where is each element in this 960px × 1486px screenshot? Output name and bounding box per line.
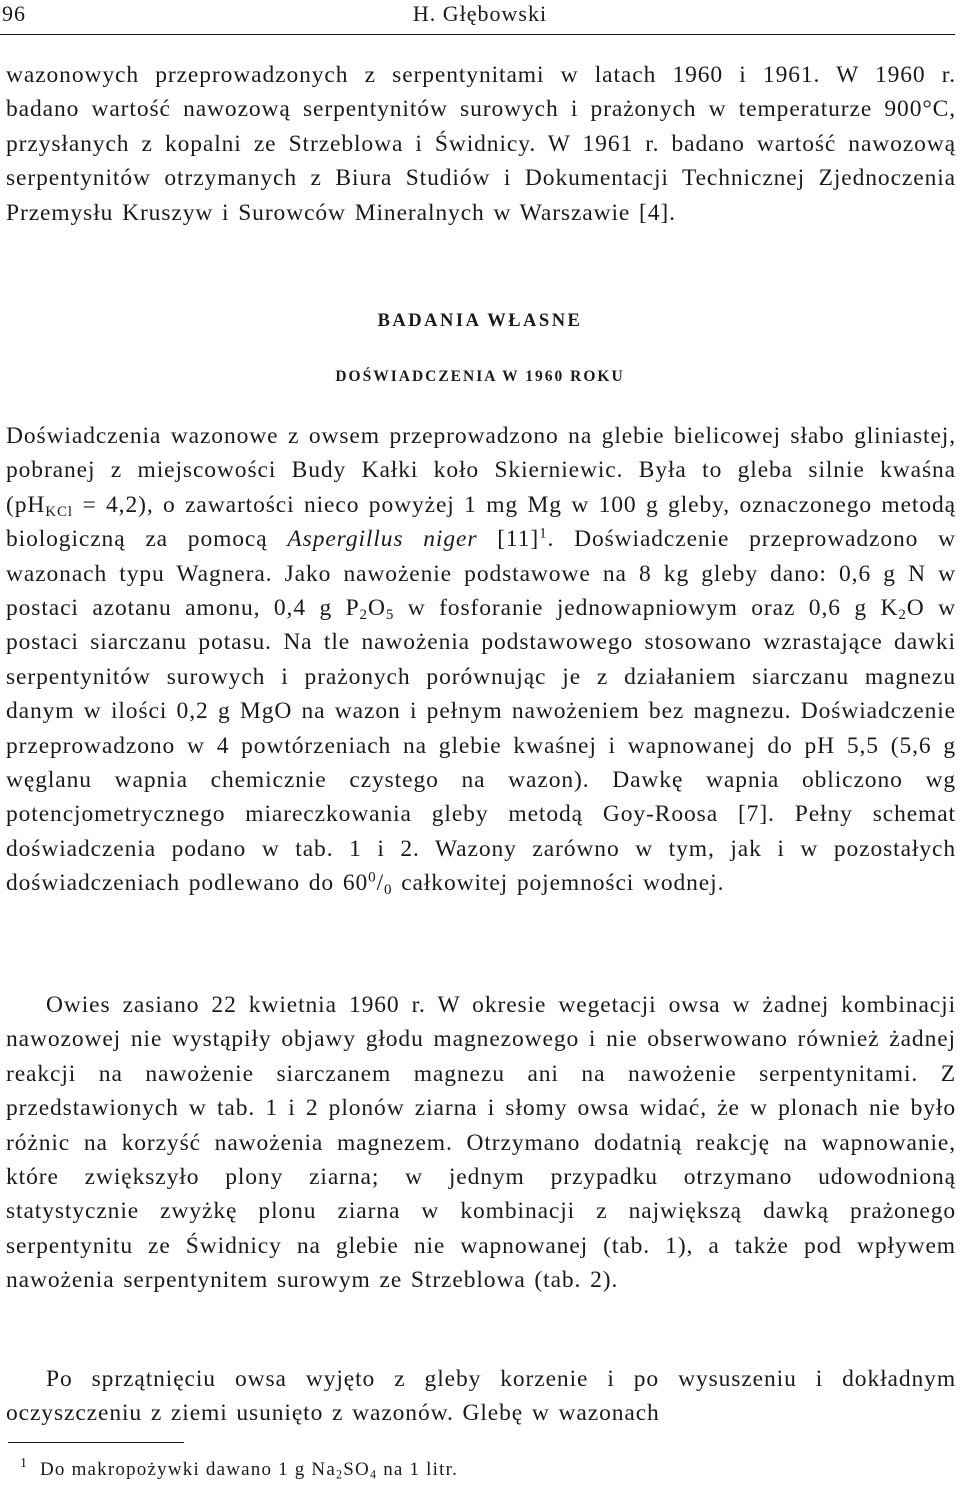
paragraph-roots: Po sprzątnięciu owsa wyjęto z gleby korzenie i po wysuszeniu i dokładnym oczyszczeniu z ziemi usunięto z wazonów. Glebę w wazonach — [6, 1366, 956, 1427]
header-rule — [0, 34, 955, 35]
section-heading: BADANIA WŁASNE — [377, 311, 583, 331]
species-name: Aspergillus niger — [287, 526, 478, 553]
paragraph-results: Owies zasiano 22 kwietnia 1960 r. W okresie wegetacji owsa w żadnej kombinacji nawozowej nie wystąpiły objawy głodu magnezowego i nie obserwowano również żadnej reakcji na nawożenie siarczanem magnezu ani na nawożenie serpentynitami. Z przedstawionych w tab. 1 i 2 plonów ziarna i słomy owsa widać, że w plonach nie było różnic na korzyść nawożenia magnezem. Otrzymano dodatnią reakcję na wapnowanie, które zwiększyło plony ziarna; w jednym przypadku otrzymano udowodnioną statystycznie zwyżkę plonu ziarna w kombinacji z największą dawką prażonego serpentynitu ze Świdnicy na glebie nie wapnowanej (tab. 1), a także pod wpływem nawożenia serpentynitem surowym ze Strzeblowa (tab. 2). — [6, 992, 956, 1294]
paragraph-experiments: Doświadczenia wazonowe z owsem przeprowadzono na glebie bielicowej słabo gliniastej, pobranej z miejscowości Budy Kałki koło Skierniewic. Była to gleba silnie kwaśna $(pH_{KCl} = 4,2)$, o zawartości nieco powyżej 1 mg Mg w 100 g gleby, oznaczonego metodą biologiczną za pomocą Aspergillus niger $[11]^1$. Doświadczenie przeprowadzono w wazonach typu Wagnera. Jako nawożenie podstawowe na 8 kg gleby dano: 0,6 g N w postaci azotanu amonu, 0,4 g $P_2O_5$ w fosforanie jednowapniowym oraz 0,6 g $K_2O$ w postaci siarczanu potasu. Na tle nawożenia podstawowego stosowano wzrastające dawki serpentynitów surowych i prażonych porównując je z działaniem siarczanu magnezu danym w ilości 0,2 g MgO na wazon i pełnym nawożeniem bez magnezu. Doświadczenie przeprowadzono w 4 powtórzeniach na glebie kwaśnej i wapnowanej do pH 5,5 (5,6 g węglanu wapnia chemicznie czystego na wazon). Dawkę wapnia obliczono wg potencjometrycznego miareczkowania gleby metodą Goy-Roosa [7]. Pełny schemat doświadczenia podano w tab. 1 i 2. Wazony zarówno w tym, jak i w pozostałych doświadczeniach podlewano do $60^0/_0$ całkowitej pojemności wodnej. — [6, 423, 956, 899]
page-number: 96 — [2, 1, 26, 26]
running-head: H. Głębowski — [412, 1, 548, 26]
paragraph-intro: wazonowych przeprowadzonych z serpentynitami w latach 1960 i 1961. W 1960 r. badano wartość nawozową serpentynitów surowych i prażonych w temperaturze 900°C, przysłanych z kopalni ze Strzeblowa i Świdnicy. W 1961 r. badano wartość nawozową serpentynitów otrzymanych z Biura Studiów i Dokumentacji Technicznej Zjednoczenia Przemysłu Kruszyw i Surowców Mineralnych w Warszawie [4]. — [6, 62, 956, 226]
footnote-ref: 1 — [539, 525, 548, 542]
page-header — [0, 0, 960, 34]
footnote-rule — [8, 1442, 184, 1443]
subsection-heading: DOŚWIADCZENIA W 1960 ROKU — [335, 368, 625, 385]
footnote-mark: 1 — [20, 1456, 29, 1471]
footnote: 1 Do makropożywki dawano 1 g $Na_2SO_4$ na 1 litr. — [40, 1458, 458, 1482]
